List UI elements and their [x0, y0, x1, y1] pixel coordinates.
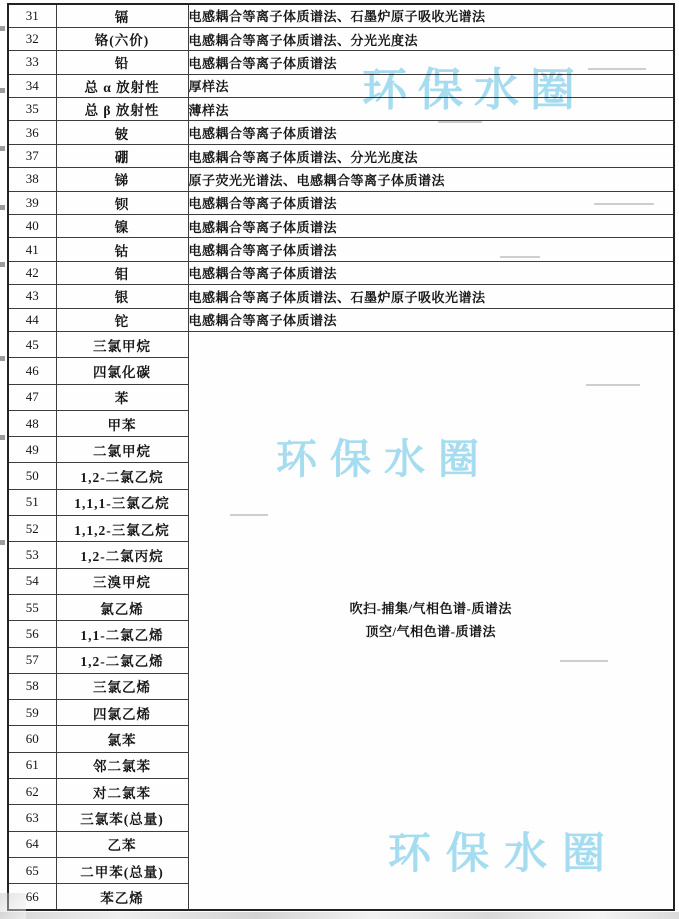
watermark-bottom: 环保水圈 — [388, 829, 620, 879]
method-cell: 电感耦合等离子体质谱法 — [188, 261, 674, 284]
table-row — [8, 215, 674, 238]
table-row — [8, 144, 674, 167]
row-number-cell: 55 — [8, 594, 56, 620]
parameter-name-cell: 氯苯 — [56, 726, 188, 752]
scan-artifact — [594, 203, 654, 205]
row-number-cell: 46 — [8, 358, 56, 384]
watermark-top: 环保水圈 — [362, 63, 587, 116]
watermark-middle: 环保水圈 — [276, 435, 492, 483]
scan-artifact — [230, 514, 268, 516]
row-number-cell: 60 — [8, 726, 56, 752]
parameter-name-cell: 银 — [56, 285, 188, 308]
scan-artifact — [588, 68, 646, 70]
row-number-cell: 62 — [8, 779, 56, 805]
parameter-name-cell: 三溴甲烷 — [56, 568, 188, 594]
row-number-cell: 44 — [8, 308, 56, 331]
parameter-name-cell: 总 α 放射性 — [56, 74, 188, 97]
method-cell: 电感耦合等离子体质谱法 — [188, 191, 674, 214]
row-number-cell: 58 — [8, 673, 56, 699]
parameter-name-cell: 1,1,2-三氯乙烷 — [56, 516, 188, 542]
parameter-name-cell: 锑 — [56, 168, 188, 191]
method-cell: 电感耦合等离子体质谱法 — [188, 238, 674, 261]
parameter-name-cell: 1,2-二氯乙烯 — [56, 647, 188, 673]
scan-artifact — [438, 121, 482, 123]
method-cell: 电感耦合等离子体质谱法 — [188, 121, 674, 144]
parameter-name-cell: 苯 — [56, 384, 188, 410]
parameter-name-cell: 1,1,1-三氯乙烷 — [56, 489, 188, 515]
scan-artifact — [0, 912, 679, 919]
parameter-name-cell: 甲苯 — [56, 410, 188, 436]
parameter-name-cell: 镉 — [56, 4, 188, 27]
parameter-name-cell: 对二氯苯 — [56, 779, 188, 805]
parameter-name-cell: 钴 — [56, 238, 188, 261]
method-cell: 电感耦合等离子体质谱法、石墨炉原子吸收光谱法 — [188, 4, 674, 27]
row-number-cell: 43 — [8, 285, 56, 308]
parameter-name-cell: 四氯乙烯 — [56, 700, 188, 726]
method-cell: 电感耦合等离子体质谱法 — [188, 308, 674, 331]
method-cell: 电感耦合等离子体质谱法、分光光度法 — [188, 27, 674, 50]
parameter-name-cell: 1,2-二氯乙烷 — [56, 463, 188, 489]
merged-method-line: 顶空/气相色谱-质谱法 — [365, 624, 496, 640]
merged-method-line: 吹扫-捕集/气相色谱-质谱法 — [349, 601, 512, 617]
row-number-cell: 65 — [8, 857, 56, 883]
parameter-name-cell: 钡 — [56, 191, 188, 214]
parameter-name-cell: 三氯乙烯 — [56, 673, 188, 699]
parameter-name-cell: 铬(六价) — [56, 27, 188, 50]
row-number-cell: 48 — [8, 410, 56, 436]
row-number-cell: 50 — [8, 463, 56, 489]
parameter-name-cell: 钼 — [56, 261, 188, 284]
row-number-cell: 35 — [8, 98, 56, 121]
scan-artifact — [0, 356, 5, 361]
scan-artifact — [0, 88, 5, 93]
table-row — [8, 331, 674, 357]
parameter-name-cell: 铅 — [56, 51, 188, 74]
row-number-cell: 61 — [8, 752, 56, 778]
scan-artifact — [0, 205, 5, 210]
row-number-cell: 59 — [8, 700, 56, 726]
row-number-cell: 38 — [8, 168, 56, 191]
scan-artifact — [0, 146, 5, 151]
parameter-name-cell: 铍 — [56, 121, 188, 144]
parameter-name-cell: 1,1-二氯乙烯 — [56, 621, 188, 647]
method-cell: 电感耦合等离子体质谱法 — [188, 215, 674, 238]
parameter-name-cell: 总 β 放射性 — [56, 98, 188, 121]
table-row — [8, 261, 674, 284]
scan-artifact — [0, 893, 26, 919]
method-cell: 薄样法 — [188, 98, 674, 121]
method-cell: 电感耦合等离子体质谱法 — [188, 51, 674, 74]
row-number-cell: 47 — [8, 384, 56, 410]
row-number-cell: 56 — [8, 621, 56, 647]
parameter-name-cell: 邻二氯苯 — [56, 752, 188, 778]
row-number-cell: 36 — [8, 121, 56, 144]
parameter-name-cell: 二甲苯(总量) — [56, 857, 188, 883]
row-number-cell: 41 — [8, 238, 56, 261]
row-number-cell: 34 — [8, 74, 56, 97]
scan-artifact — [500, 256, 540, 258]
method-cell: 电感耦合等离子体质谱法、石墨炉原子吸收光谱法 — [188, 285, 674, 308]
row-number-cell: 32 — [8, 27, 56, 50]
table-row — [8, 121, 674, 144]
parameter-name-cell: 四氯化碳 — [56, 358, 188, 384]
parameter-name-cell: 硼 — [56, 144, 188, 167]
table-row — [8, 308, 674, 331]
parameter-name-cell: 铊 — [56, 308, 188, 331]
scan-artifact — [560, 660, 608, 662]
row-number-cell: 66 — [8, 884, 56, 910]
table-row — [8, 168, 674, 191]
method-cell: 厚样法 — [188, 74, 674, 97]
method-cell: 电感耦合等离子体质谱法、分光光度法 — [188, 144, 674, 167]
scan-artifact — [0, 26, 5, 31]
row-number-cell: 39 — [8, 191, 56, 214]
scan-artifact — [0, 435, 5, 440]
parameter-name-cell: 三氯甲烷 — [56, 331, 188, 357]
row-number-cell: 37 — [8, 144, 56, 167]
table-row — [8, 191, 674, 214]
table-row — [8, 27, 674, 50]
scan-artifact — [0, 262, 5, 267]
table-row — [8, 285, 674, 308]
row-number-cell: 52 — [8, 516, 56, 542]
row-number-cell: 54 — [8, 568, 56, 594]
parameter-name-cell: 二氯甲烷 — [56, 437, 188, 463]
row-number-cell: 57 — [8, 647, 56, 673]
parameter-name-cell: 1,2-二氯丙烷 — [56, 542, 188, 568]
parameter-name-cell: 乙苯 — [56, 831, 188, 857]
row-number-cell: 53 — [8, 542, 56, 568]
row-number-cell: 42 — [8, 261, 56, 284]
parameter-name-cell: 氯乙烯 — [56, 594, 188, 620]
row-number-cell: 49 — [8, 437, 56, 463]
parameter-name-cell: 三氯苯(总量) — [56, 805, 188, 831]
row-number-cell: 40 — [8, 215, 56, 238]
scan-artifact — [586, 384, 640, 386]
parameter-name-cell: 苯乙烯 — [56, 884, 188, 910]
method-cell: 原子荧光光谱法、电感耦合等离子体质谱法 — [188, 168, 674, 191]
row-number-cell: 45 — [8, 331, 56, 357]
parameter-name-cell: 镍 — [56, 215, 188, 238]
table-row — [8, 238, 674, 261]
row-number-cell: 33 — [8, 51, 56, 74]
row-number-cell: 64 — [8, 831, 56, 857]
table-row — [8, 4, 674, 27]
scan-artifact — [0, 540, 5, 545]
row-number-cell: 31 — [8, 4, 56, 27]
row-number-cell: 63 — [8, 805, 56, 831]
row-number-cell: 51 — [8, 489, 56, 515]
